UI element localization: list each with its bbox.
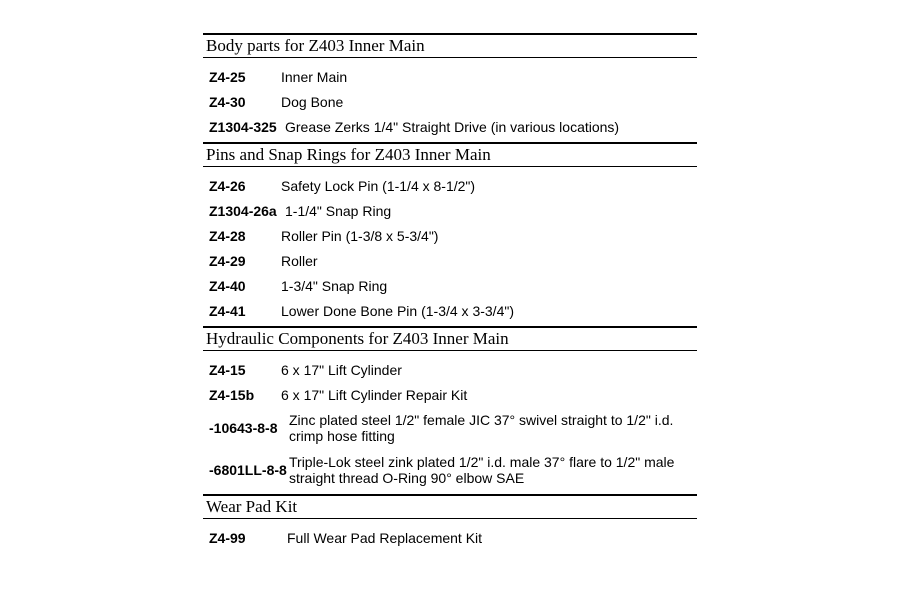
part-description: 6 x 17" Lift Cylinder Repair Kit [281, 386, 468, 403]
part-row [203, 449, 697, 491]
parts-list [203, 167, 697, 326]
part-row [203, 223, 697, 248]
parts-list [203, 351, 697, 494]
part-number: Z4-40 [209, 277, 246, 294]
part-description: Zinc plated steel 1/2" female JIC 37° swivel straight to 1/2" i.d. crimp hose fitting [289, 412, 674, 444]
section-title: Pins and Snap Rings for Z403 Inner Main [203, 142, 697, 167]
part-description: Roller [281, 252, 318, 269]
part-description: Full Wear Pad Replacement Kit [287, 529, 483, 546]
part-row [203, 298, 697, 323]
part-description: 1-1/4" Snap Ring [285, 202, 392, 219]
part-number: Z1304-26a [209, 202, 277, 219]
part-number: -6801LL-8-8 [209, 462, 287, 478]
part-description: 6 x 17" Lift Cylinder [281, 361, 402, 378]
part-description: 1-3/4" Snap Ring [281, 277, 388, 294]
section-title: Hydraulic Components for Z403 Inner Main [203, 326, 697, 351]
section-hydraulic-components [203, 326, 697, 494]
parts-list-document [203, 33, 697, 550]
part-number: -10643-8-8 [209, 420, 278, 436]
part-number: Z1304-325 [209, 118, 277, 135]
parts-list [203, 519, 697, 550]
section-wear-pad-kit [203, 494, 697, 550]
section-body-parts [203, 33, 697, 142]
part-description: Inner Main [281, 68, 348, 85]
part-number: Z4-30 [209, 93, 246, 110]
section-pins-snap-rings [203, 142, 697, 326]
part-row [203, 525, 697, 550]
part-row [203, 198, 697, 223]
part-number: Z4-25 [209, 68, 246, 85]
part-description: Lower Done Bone Pin (1-3/4 x 3-3/4") [281, 302, 514, 319]
part-description: Dog Bone [281, 93, 344, 110]
part-number: Z4-99 [209, 529, 246, 546]
part-number: Z4-29 [209, 252, 246, 269]
part-row [203, 173, 697, 198]
part-number: Z4-26 [209, 177, 246, 194]
part-row [203, 114, 697, 139]
part-row [203, 248, 697, 273]
part-row [203, 357, 697, 382]
parts-list [203, 58, 697, 142]
part-row [203, 273, 697, 298]
part-description: Triple-Lok steel zink plated 1/2" i.d. male 37° flare to 1/2" male straight thread O-Ring 90° elbow SAE [289, 454, 675, 486]
part-number: Z4-28 [209, 227, 246, 244]
part-number: Z4-41 [209, 302, 246, 319]
section-title: Body parts for Z403 Inner Main [203, 33, 697, 58]
section-title: Wear Pad Kit [203, 494, 697, 519]
part-row [203, 64, 697, 89]
part-description: Roller Pin (1-3/8 x 5-3/4") [281, 227, 439, 244]
part-number: Z4-15b [209, 386, 255, 403]
part-number: Z4-15 [209, 361, 246, 378]
part-row [203, 89, 697, 114]
part-row [203, 382, 697, 407]
part-description: Grease Zerks 1/4" Straight Drive (in various locations) [285, 118, 620, 135]
part-row [203, 407, 697, 449]
part-description: Safety Lock Pin (1-1/4 x 8-1/2") [281, 177, 476, 194]
